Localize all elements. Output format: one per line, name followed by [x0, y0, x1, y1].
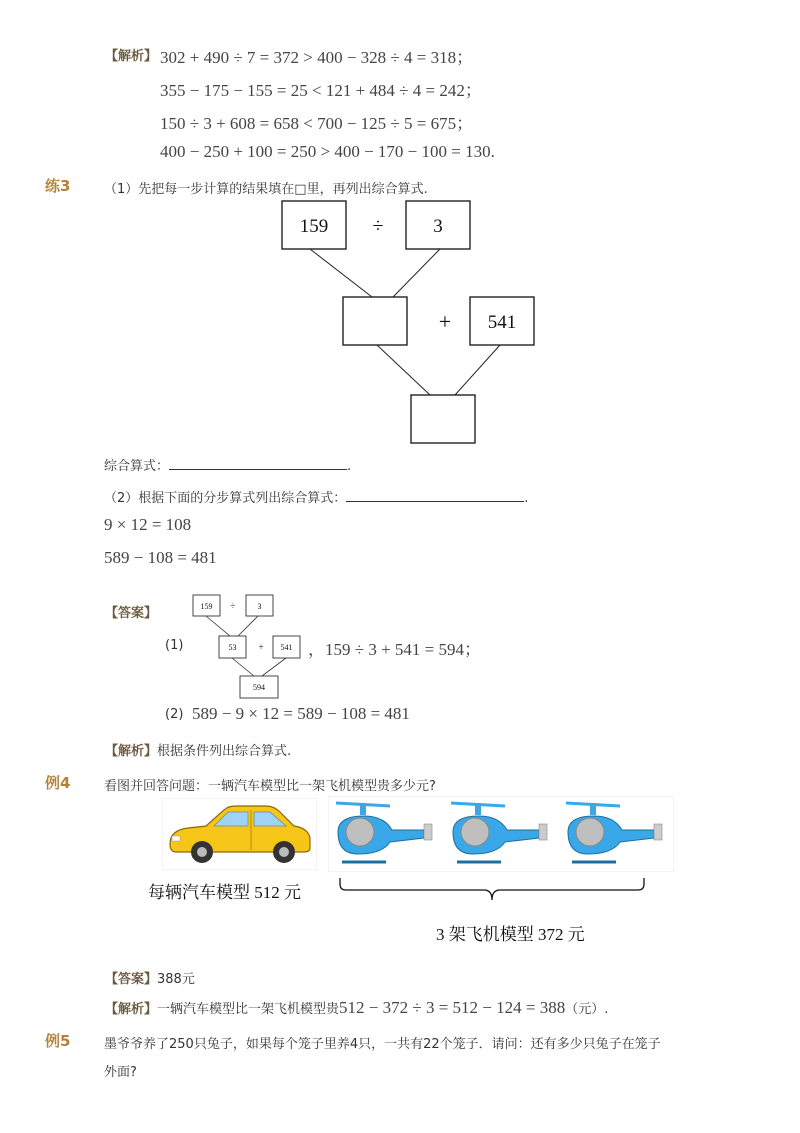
section-label-example4: 例4 — [45, 774, 71, 792]
calculation-tree-diagram — [270, 195, 550, 450]
car-price-caption: 每辆汽车模型 512 元 — [148, 883, 301, 902]
answer-text-bottom: 594 — [253, 683, 265, 692]
answer-part2-formula: 589 − 9 × 12 = 589 − 108 = 481 — [192, 704, 410, 723]
analysis-line-1: 302 + 490 ÷ 7 = 372 > 400 − 328 ÷ 4 = 318； — [160, 48, 474, 67]
answer-text-top-right: 3 — [257, 602, 262, 611]
example5-line1: 墨爷爷养了250只兔子，如果每个笼子里养4只，一共有22个笼子．请问：还有多少只兔子在笼子 — [104, 1037, 661, 1052]
answer-op-divide: ÷ — [230, 601, 236, 611]
formula-blank[interactable] — [169, 457, 347, 470]
answer4-text: 388元 — [157, 972, 195, 987]
diagram-text-top-left: 159 — [299, 216, 329, 237]
example4-question: 看图并回答问题：一辆汽车模型比一架飞机模型贵多少元? — [104, 779, 436, 794]
example5-line2: 外面? — [104, 1065, 137, 1080]
analysis4-line: 【解析】一辆汽车模型比一架飞机模型贵512 − 372 ÷ 3 = 512 − 124 = 388（元）. — [105, 998, 609, 1017]
section-label-practice3: 练3 — [45, 177, 71, 195]
empty-box-glyph: □ — [294, 182, 307, 197]
analysis-text: 根据条件列出综合算式. — [157, 744, 292, 759]
answer-text-top-left: 159 — [200, 602, 213, 611]
airplane-models-image — [328, 796, 674, 872]
answer-text-mid-left: 53 — [228, 643, 237, 652]
diagram-op-plus: + — [438, 309, 452, 334]
answer-tree-diagram — [188, 592, 310, 702]
answer-part1-label: (1) — [165, 638, 184, 653]
step-formula-1: 9 × 12 = 108 — [104, 515, 192, 534]
analysis-label: 【解析】 — [105, 1002, 158, 1017]
analysis-line-3: 150 ÷ 3 + 608 = 658 < 700 − 125 ÷ 5 = 675； — [160, 114, 474, 133]
question2-blank[interactable] — [346, 489, 524, 502]
practice3-question1: （1）先把每一步计算的结果填在□里，再列出综合算式. — [104, 182, 428, 197]
analysis-line-4: 400 − 250 + 100 = 250 > 400 − 170 − 100 = 130. — [160, 142, 495, 161]
step-formula-2: 589 − 108 = 481 — [104, 548, 217, 567]
section-label-example5: 例5 — [45, 1032, 71, 1050]
analysis-label: 【解析】 — [105, 744, 158, 759]
answer-part1-formula: ，159 ÷ 3 + 541 = 594； — [308, 640, 482, 659]
analysis-label: 【解析】 — [105, 49, 158, 64]
car-model-image — [162, 798, 317, 870]
practice3-question2: （2）根据下面的分步算式列出综合算式： . — [104, 491, 529, 506]
diagram-box-mid-left — [343, 297, 407, 345]
diagram-text-mid-right: 541 — [487, 312, 517, 333]
answer-text-mid-right: 541 — [280, 643, 293, 652]
plane-price-caption: 3 架飞机模型 372 元 — [436, 925, 585, 944]
diagram-text-top-right: 3 — [433, 216, 443, 237]
analysis-line-2: 355 − 175 − 155 = 25 < 121 + 484 ÷ 4 = 242； — [160, 81, 482, 100]
answer-label: 【答案】 — [105, 606, 158, 621]
answer-part2-label: (2) — [165, 707, 184, 722]
diagram-op-divide: ÷ — [372, 215, 384, 237]
diagram-box-bottom — [411, 395, 475, 443]
answer-label: 【答案】 — [105, 972, 158, 987]
formula-line: 综合算式： . — [104, 459, 352, 474]
brace-icon — [336, 876, 648, 904]
answer-op-plus: + — [258, 642, 264, 652]
